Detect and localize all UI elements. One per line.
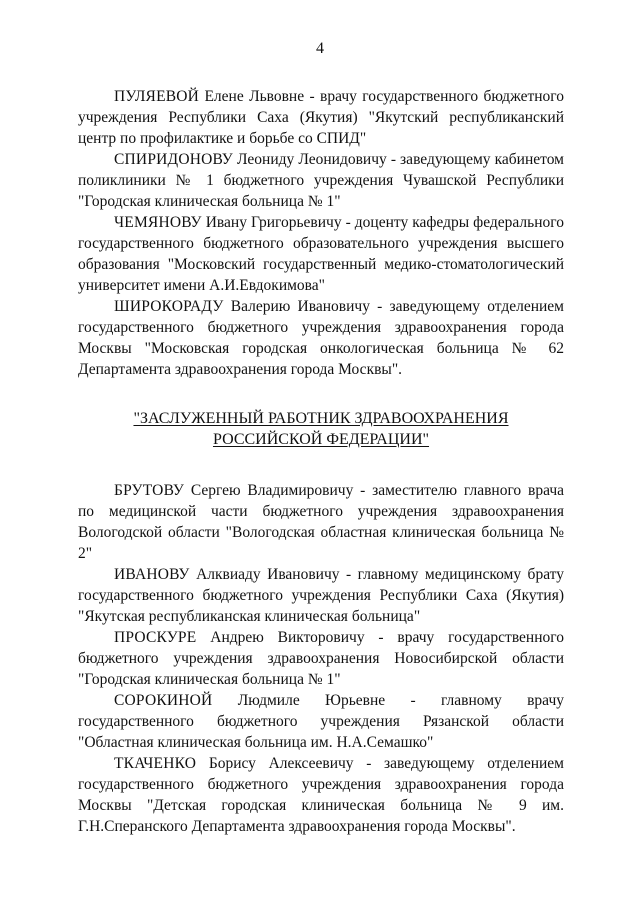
recipient-surname: СПИРИДОНОВУ	[114, 151, 233, 168]
award-entry	[78, 690, 564, 753]
recipient-details: Алквиаду Ивановичу - главному медицинскому брату государственного бюджетного учреждения Республики Саха (Якутия) "Якутская республиканская клиническая больница"	[78, 566, 564, 625]
section-a-entries	[78, 86, 564, 380]
award-entry	[78, 753, 564, 837]
recipient-surname: ИВАНОВУ	[114, 566, 190, 583]
award-title-heading	[78, 408, 564, 450]
recipient-surname: БРУТОВУ	[114, 482, 185, 499]
award-entry	[78, 296, 564, 380]
award-entry	[78, 149, 564, 212]
recipient-surname: ПУЛЯЕВОЙ	[114, 88, 200, 105]
recipient-details: Людмиле Юрьевне - главному врачу государственного бюджетного учреждения Рязанской области "Областная клиническая больница им. Н.А.Семашко"	[78, 692, 564, 751]
recipient-surname: ЧЕМЯНОВУ	[114, 214, 202, 231]
award-entry	[78, 564, 564, 627]
recipient-details: Борису Алексеевичу - заведующему отделением государственного бюджетного учреждения здравоохранения города Москвы "Детская городская клиническая больница № 9 им. Г.Н.Сперанского Департамента здравоохранения города Москвы".	[78, 755, 564, 835]
section-b-entries	[78, 480, 564, 837]
award-entry	[78, 86, 564, 149]
recipient-details: Валерию Ивановичу - заведующему отделением государственного бюджетного учреждения здравоохранения города Москвы "Московская городская онкологическая больница № 62 Департамента здравоохранения города Москвы".	[78, 298, 564, 378]
award-entry	[78, 627, 564, 690]
recipient-surname: ПРОСКУРЕ	[114, 629, 197, 646]
award-entry	[78, 480, 564, 564]
page-number: 4	[316, 40, 324, 57]
recipient-details: Андрею Викторовичу - врачу государственного бюджетного учреждения здравоохранения Новосибирской области "Городская клиническая больница № 1"	[78, 629, 564, 688]
award-entry	[78, 212, 564, 296]
recipient-surname: ШИРОКОРАДУ	[114, 298, 224, 315]
award-title-line-2: РОССИЙСКОЙ ФЕДЕРАЦИИ"	[212, 431, 430, 448]
document-body	[78, 86, 564, 837]
recipient-surname: СОРОКИНОЙ	[114, 692, 213, 709]
recipient-details: Сергею Владимировичу - заместителю главного врача по медицинской части бюджетного учреждения здравоохранения Вологодской области "Вологодская областная клиническая больница № 2"	[78, 482, 564, 562]
recipient-details: Елене Львовне - врачу государственного бюджетного учреждения Республики Саха (Якутия) "Якутский республиканский центр по профилактике и борьбе со СПИД"	[78, 88, 564, 147]
award-title-line-1: "ЗАСЛУЖЕННЫЙ РАБОТНИК ЗДРАВООХРАНЕНИЯ	[133, 410, 509, 427]
recipient-details: Леониду Леонидовичу - заведующему кабинетом поликлиники № 1 бюджетного учреждения Чувашской Республики "Городская клиническая больница № 1"	[78, 151, 564, 210]
recipient-details: Ивану Григорьевичу - доценту кафедры федерального государственного бюджетного образовательного учреждения высшего образования "Московский государственный медико-стоматологический университет имени А.И.Евдокимова"	[78, 214, 564, 294]
recipient-surname: ТКАЧЕНКО	[114, 755, 197, 772]
